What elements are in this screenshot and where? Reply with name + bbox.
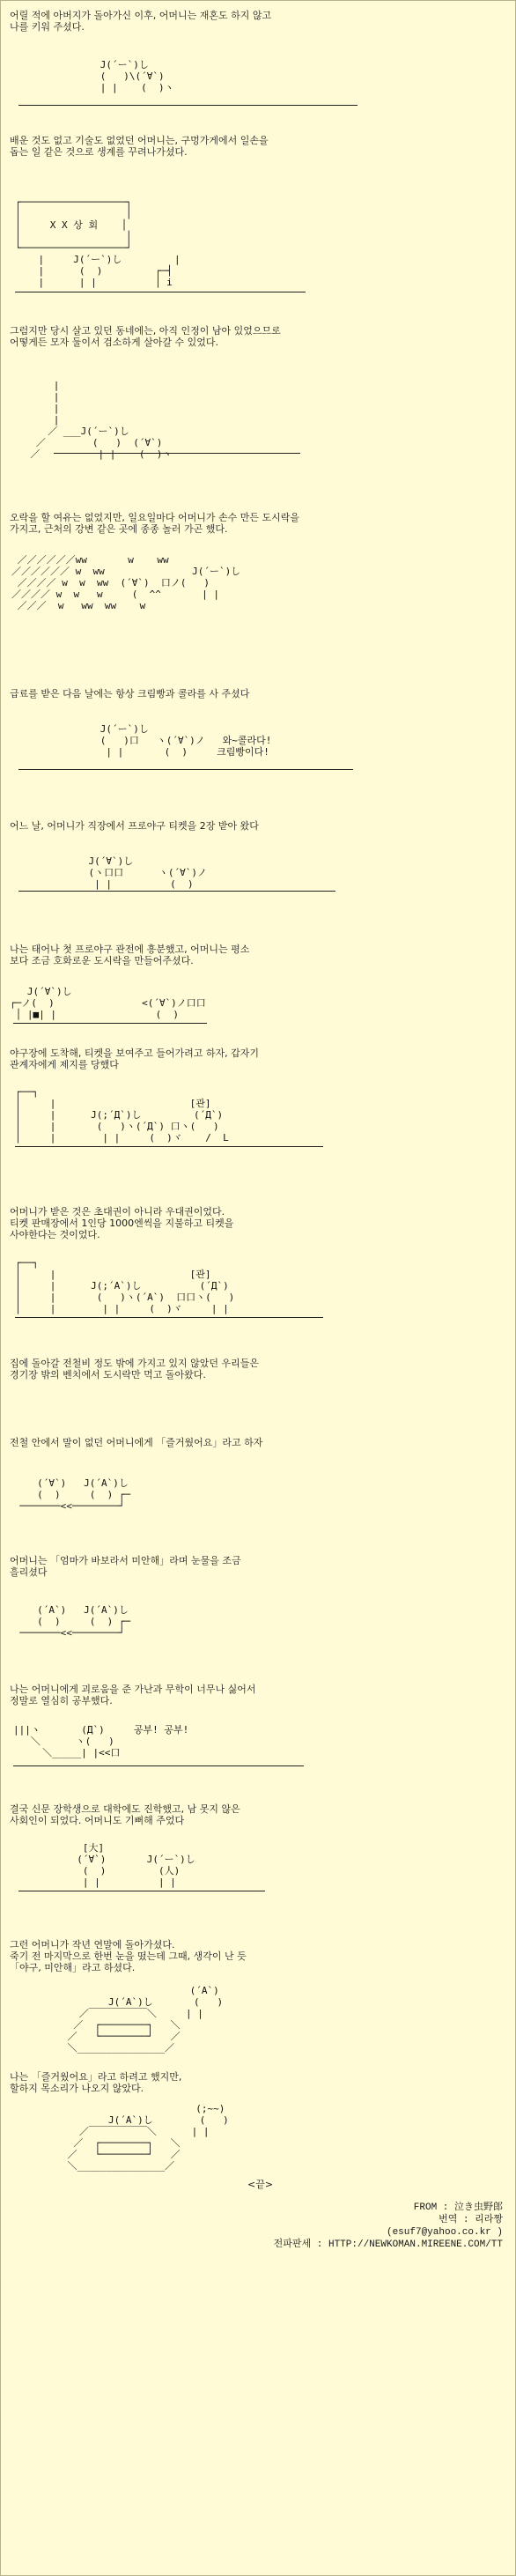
ascii-art: (´A`) J(´A`)し ( ) ( ) ┌─ ───────<<────────┘: [19, 1604, 131, 1639]
ascii-art: ／／／／／／ww w ww ／／／／／／ w ww J(´ー`)し ／／／／ w w ww (´∀`) 口ノ( ) ／／／／ w w w ( ^^ | | ／／／ w ww ww w: [11, 554, 241, 611]
ground-line: [15, 1146, 323, 1147]
narration-text: 급료를 받은 다음 날에는 항상 크림빵과 콜라를 사 주셨다: [10, 688, 250, 700]
narration-text: 그런 어머니가 작년 연말에 돌아가셨다. 죽기 전 마지막으로 한번 눈을 떴는데 그때, 생각이 난 듯 「야구, 미안해」라고 하셨다.: [10, 1939, 247, 1973]
ascii-art: (´∀`) J(´A`)し ( ) ( ) ┌─ ───────<<────────┘: [19, 1477, 131, 1512]
ascii-art: | | | | ／ ___J(´ー`)し ／ ( ) (´∀`) ／ | | ( )ヽ: [30, 380, 173, 460]
narration-text: 나는 「즐거웠어요」라고 하려고 했지만, 할하지 목소리가 나오지 않았다.: [10, 2071, 182, 2094]
translator-line: 번역 : 리라짱: [439, 2215, 503, 2225]
ascii-art: ┌──┐ │ | [관] │ | J(;´A`)し (´Д`) │ | ( )ヽ(´A`) 口口ヽ( ) │ | | | ( )ヾ | |: [15, 1257, 235, 1314]
ascii-art: (;~~) J(´A`)し ( ) ／￣￣￣￣￣￣＼ | | ／ ┌────────┐ ＼ ／ └────────┘ ／ ＼_______________／: [67, 2103, 229, 2172]
credits: [274, 2202, 503, 2251]
narration-text: 배운 것도 없고 기술도 없었던 어머니는, 구멍가게에서 일손을 돕는 일 같은 것으로 생계를 꾸려나가셨다.: [10, 135, 269, 158]
ground-line: [18, 769, 353, 770]
email-line: (esuf7@yahoo.co.kr ): [386, 2227, 503, 2238]
end-mark: <끝>: [247, 2179, 274, 2190]
ground-line: [18, 891, 335, 892]
narration-text: 그럼지만 당시 살고 있던 동네에는, 아직 인정이 남아 있었으므로 어떻게든 모자 둘이서 검소하게 살아갈 수 있었다.: [10, 325, 281, 348]
ascii-art: |||ヽ (Д`) 공부! 공부! ＼ ヽ( ) ＼_____| |<<口: [13, 1724, 189, 1758]
source-line: 전파판세 : HTTP://NEWKOMAN.MIREENE.COM/TT: [273, 2239, 503, 2250]
narration-text: 어머니는 「엄마가 바보라서 미안해」라며 눈물을 조금 흘리셨다: [10, 1555, 241, 1578]
ascii-art: J(´ー`)し ( )\(´∀`) | | ( )ヽ: [100, 59, 174, 93]
ascii-art: ┌──┐ │ | [관] │ | J(;´Д`)し (´Д`) │ | ( )ヽ(´Д`) 口ヽ( ) │ | | | ( )ヾ / L: [15, 1086, 229, 1144]
ascii-art: J(´∀`)し (ヽ口口 ヽ(´∀`)ノ | | ( ): [88, 855, 207, 890]
ascii-art: J(´ー`)し ( )口 ヽ(´∀`)ノ 와~콜라다! | | ( ) 크림빵이다!: [100, 723, 272, 758]
ascii-art: (´A`) J(´A`)し ( ) ／￣￣￣￣￣￣＼ | | ／ ┌────────┐ ＼ ／ └────────┘ ／ ＼_______________／: [67, 1985, 224, 2054]
narration-text: 어머니가 받은 것은 초대권이 아니라 우대권이었다. 티켓 판매장에서 1인당 1000엔씩을 지불하고 티켓을 사야한다는 것이었다.: [10, 1206, 234, 1240]
ascii-art: [大] (´∀`) J(´ー`)し ( ) (人) | | | |: [77, 1842, 195, 1888]
narration-text: 결국 신문 장학생으로 대학에도 진학했고, 남 못지 않은 사회인이 되었다. 어머니도 기뻐해 주었다: [10, 1803, 240, 1826]
ground-line: [54, 453, 300, 454]
narration-text: 오락을 할 여유는 없었지만, 일요일마다 어머니가 손수 만든 도시락을 가지고, 근처의 강변 같은 곳에 종종 놀러 가곤 했다.: [10, 512, 299, 535]
narration-text: 나는 태어나 첫 프로야구 관전에 흥분했고, 어머니는 평소 보다 조금 호화로운 도시락을 만들어주셨다.: [10, 944, 250, 966]
narration-text: 집에 돌아갈 전철비 정도 밖에 가지고 있지 않았던 우리들은 경기장 밖의 벤치에서 도시락만 먹고 돌아왔다.: [10, 1358, 259, 1381]
narration-text: 야구장에 도착해, 티켓을 보여주고 들어가려고 하자, 갑자기 관계자에게 제지를 당했다: [10, 1047, 259, 1070]
ascii-art: J(´∀`)し ┌─ノ( ) <(´∀`)ノ口口 │ |■| | ( ): [10, 986, 206, 1020]
ground-line: [13, 1765, 304, 1766]
narration-text: 나는 어머니에게 괴로움을 준 가난과 무학이 너무나 싫어서 정말로 열심히 공부했다.: [10, 1684, 256, 1706]
ground-line: [18, 105, 358, 106]
from-line: FROM : 泣き虫野郎: [413, 2202, 503, 2213]
narration-text: 어느 날, 어머니가 직장에서 프로야구 티켓을 2장 받아 왔다: [10, 820, 259, 832]
ground-line: [13, 1023, 207, 1024]
ground-line: [15, 1317, 323, 1318]
narration-text: 전철 안에서 말이 없던 어머니에게 「즐거웠어요」라고 하자: [10, 1437, 263, 1448]
ascii-art: ┌──────────────────┐ │ │ │ X X 상 회 │ │ │ └──────────────────┘ | J(´ー`)し | | ( ) ┌─┤ | | | │ i: [15, 196, 181, 288]
narration-text: 어릴 적에 아버지가 돌아가신 이후, 어머니는 재혼도 하지 않고 나를 키워 주셨다.: [10, 10, 272, 33]
